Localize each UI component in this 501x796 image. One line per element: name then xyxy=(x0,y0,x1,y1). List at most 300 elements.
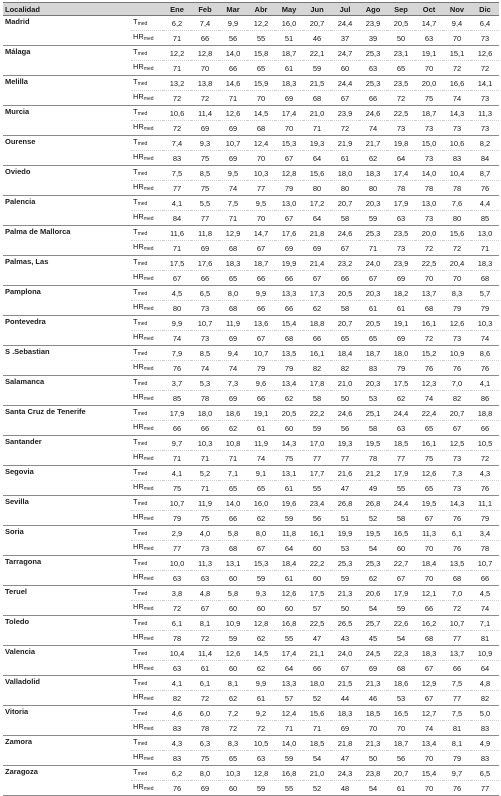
humidity-value: 72 xyxy=(471,61,499,76)
humidity-value: 72 xyxy=(443,601,471,616)
temperature-value: 9,9 xyxy=(247,676,275,691)
temperature-value: 13,1 xyxy=(219,556,247,571)
humidity-value: 75 xyxy=(415,91,443,106)
temperature-value: 13,7 xyxy=(415,286,443,301)
humidity-value: 62 xyxy=(219,421,247,436)
t-label-base: T xyxy=(133,527,138,536)
temperature-value: 14,5 xyxy=(247,646,275,661)
t-label xyxy=(131,316,163,331)
temperature-value: 4,9 xyxy=(471,736,499,751)
hr-label xyxy=(131,391,163,406)
humidity-value: 79 xyxy=(471,511,499,526)
temperature-row xyxy=(3,406,499,421)
temperature-value: 13,6 xyxy=(247,316,275,331)
temperature-value: 9,5 xyxy=(219,166,247,181)
humidity-value: 60 xyxy=(247,601,275,616)
humidity-value: 70 xyxy=(415,751,443,766)
temperature-value: 5,2 xyxy=(191,466,219,481)
temperature-value: 11,8 xyxy=(191,226,219,241)
temperature-value: 13,0 xyxy=(415,196,443,211)
hr-label-sub: med xyxy=(143,36,154,42)
temperature-value: 18,5 xyxy=(359,706,387,721)
temperature-value: 17,9 xyxy=(163,406,191,421)
temperature-value: 12,7 xyxy=(415,706,443,721)
humidity-value: 73 xyxy=(471,121,499,136)
hr-label-sub: med xyxy=(143,516,154,522)
temperature-value: 24,3 xyxy=(331,766,359,781)
humidity-value: 72 xyxy=(331,121,359,136)
humidity-value: 70 xyxy=(247,91,275,106)
humidity-value: 73 xyxy=(191,301,219,316)
temperature-value: 25,3 xyxy=(359,556,387,571)
temperature-value: 14,3 xyxy=(275,436,303,451)
hr-label-base: HR xyxy=(133,572,144,581)
temperature-value: 15,9 xyxy=(247,76,275,91)
humidity-value: 78 xyxy=(415,181,443,196)
temperature-value: 18,7 xyxy=(387,736,415,751)
temperature-value: 10,5 xyxy=(247,736,275,751)
humidity-value: 80 xyxy=(163,301,191,316)
temperature-value: 19,5 xyxy=(359,436,387,451)
humidity-value: 54 xyxy=(359,781,387,796)
humidity-value: 67 xyxy=(191,601,219,616)
temperature-row xyxy=(3,286,499,301)
hr-label xyxy=(131,481,163,496)
location-name: S .Sebastian xyxy=(3,346,131,376)
humidity-value: 82 xyxy=(303,361,331,376)
temperature-value: 16,5 xyxy=(387,706,415,721)
temperature-value: 11,9 xyxy=(219,316,247,331)
humidity-value: 61 xyxy=(331,151,359,166)
hr-label xyxy=(131,571,163,586)
temperature-value: 24,4 xyxy=(387,406,415,421)
humidity-value: 66 xyxy=(191,421,219,436)
humidity-value: 59 xyxy=(247,781,275,796)
humidity-value: 69 xyxy=(359,661,387,676)
humidity-value: 71 xyxy=(219,211,247,226)
temperature-value: 21,3 xyxy=(331,586,359,601)
hr-label xyxy=(131,721,163,736)
temperature-value: 18,5 xyxy=(303,736,331,751)
temperature-value: 18,8 xyxy=(471,406,499,421)
temperature-value: 11,9 xyxy=(191,496,219,511)
humidity-value: 75 xyxy=(415,451,443,466)
temperature-value: 22,1 xyxy=(303,46,331,61)
temperature-value: 11,9 xyxy=(247,436,275,451)
hr-label-base: HR xyxy=(133,542,144,551)
humidity-value: 67 xyxy=(331,661,359,676)
humidity-value: 58 xyxy=(331,211,359,226)
humidity-value: 63 xyxy=(247,751,275,766)
hr-label-sub: med xyxy=(143,576,154,582)
temperature-value: 13,4 xyxy=(415,736,443,751)
humidity-value: 64 xyxy=(275,661,303,676)
humidity-value: 68 xyxy=(219,301,247,316)
humidity-value: 68 xyxy=(219,541,247,556)
temperature-value: 4,4 xyxy=(471,196,499,211)
temperature-value: 12,2 xyxy=(163,46,191,61)
humidity-value: 52 xyxy=(303,781,331,796)
hr-label xyxy=(131,631,163,646)
temperature-value: 7,5 xyxy=(443,706,471,721)
temperature-value: 22,4 xyxy=(415,406,443,421)
humidity-value: 69 xyxy=(387,331,415,346)
temperature-value: 18,2 xyxy=(387,286,415,301)
humidity-value: 70 xyxy=(415,541,443,556)
t-label xyxy=(131,226,163,241)
t-label-sub: med xyxy=(137,651,148,657)
temperature-value: 18,4 xyxy=(275,556,303,571)
humidity-value: 75 xyxy=(191,151,219,166)
humidity-value: 67 xyxy=(247,241,275,256)
temperature-value: 16,0 xyxy=(247,496,275,511)
hr-label-base: HR xyxy=(133,512,144,521)
humidity-value: 67 xyxy=(275,151,303,166)
hr-label-base: HR xyxy=(133,752,144,761)
humidity-value: 82 xyxy=(443,391,471,406)
t-label-base: T xyxy=(133,677,138,686)
temperature-value: 16,2 xyxy=(415,616,443,631)
humidity-value: 66 xyxy=(415,601,443,616)
temperature-row xyxy=(3,436,499,451)
humidity-value: 59 xyxy=(219,631,247,646)
temperature-value: 16,5 xyxy=(387,526,415,541)
temperature-value: 12,6 xyxy=(275,586,303,601)
temperature-value: 21,6 xyxy=(331,466,359,481)
t-label-base: T xyxy=(133,437,138,446)
temperature-value: 23,1 xyxy=(387,46,415,61)
humidity-value: 76 xyxy=(415,361,443,376)
humidity-value: 68 xyxy=(303,91,331,106)
humidity-value: 66 xyxy=(275,271,303,286)
humidity-value: 83 xyxy=(471,751,499,766)
humidity-value: 67 xyxy=(415,511,443,526)
humidity-value: 70 xyxy=(359,721,387,736)
humidity-value: 57 xyxy=(303,601,331,616)
humidity-value: 63 xyxy=(415,31,443,46)
humidity-value: 66 xyxy=(163,421,191,436)
temperature-value: 7,6 xyxy=(443,196,471,211)
humidity-value: 69 xyxy=(275,91,303,106)
hr-label-sub: med xyxy=(143,276,154,282)
t-label xyxy=(131,16,163,31)
temperature-value: 13,2 xyxy=(163,76,191,91)
month-header: Ene xyxy=(163,3,191,16)
t-label-base: T xyxy=(133,47,138,56)
temperature-value: 20,7 xyxy=(331,316,359,331)
humidity-value: 76 xyxy=(443,781,471,796)
temperature-value: 18,3 xyxy=(359,166,387,181)
temperature-value: 15,3 xyxy=(247,556,275,571)
humidity-value: 74 xyxy=(359,121,387,136)
month-header: May xyxy=(275,3,303,16)
hr-label xyxy=(131,241,163,256)
month-header: Dic xyxy=(471,3,499,16)
humidity-value: 73 xyxy=(191,541,219,556)
temperature-value: 16,6 xyxy=(443,76,471,91)
month-header: Jul xyxy=(331,3,359,16)
temperature-value: 10,7 xyxy=(443,616,471,631)
temperature-value: 8,1 xyxy=(443,736,471,751)
temperature-value: 16,1 xyxy=(303,526,331,541)
humidity-value: 71 xyxy=(303,721,331,736)
t-label-sub: med xyxy=(137,711,148,717)
temperature-value: 13,7 xyxy=(443,646,471,661)
temperature-value: 5,3 xyxy=(191,376,219,391)
hr-label xyxy=(131,781,163,796)
humidity-value: 61 xyxy=(247,421,275,436)
humidity-value: 77 xyxy=(443,631,471,646)
temperature-value: 16,8 xyxy=(275,616,303,631)
humidity-value: 78 xyxy=(471,541,499,556)
temperature-value: 4,8 xyxy=(191,586,219,601)
temperature-value: 15,8 xyxy=(247,46,275,61)
t-label-base: T xyxy=(133,287,138,296)
temperature-value: 19,5 xyxy=(359,526,387,541)
humidity-value: 73 xyxy=(415,211,443,226)
variable-header xyxy=(131,3,163,16)
temperature-value: 13,0 xyxy=(275,196,303,211)
temperature-value: 4,3 xyxy=(471,466,499,481)
humidity-value: 73 xyxy=(387,121,415,136)
humidity-value: 71 xyxy=(163,241,191,256)
humidity-value: 75 xyxy=(191,751,219,766)
humidity-value: 60 xyxy=(331,61,359,76)
humidity-value: 66 xyxy=(275,301,303,316)
humidity-value: 74 xyxy=(471,601,499,616)
humidity-value: 72 xyxy=(163,91,191,106)
temperature-value: 18,7 xyxy=(359,346,387,361)
humidity-value: 76 xyxy=(443,361,471,376)
t-label xyxy=(131,286,163,301)
humidity-value: 60 xyxy=(275,601,303,616)
humidity-value: 56 xyxy=(219,31,247,46)
t-label xyxy=(131,436,163,451)
humidity-value: 72 xyxy=(191,91,219,106)
t-label-base: T xyxy=(133,227,138,236)
humidity-value: 76 xyxy=(471,481,499,496)
temperature-value: 12,6 xyxy=(219,646,247,661)
temperature-value: 17,5 xyxy=(387,376,415,391)
temperature-value: 15,6 xyxy=(303,166,331,181)
humidity-value: 74 xyxy=(219,361,247,376)
t-label-base: T xyxy=(133,17,138,26)
humidity-value: 80 xyxy=(303,181,331,196)
temperature-value: 8,1 xyxy=(191,616,219,631)
temperature-value: 17,4 xyxy=(275,106,303,121)
temperature-row xyxy=(3,136,499,151)
temperature-value: 21,5 xyxy=(331,676,359,691)
t-label-base: T xyxy=(133,407,138,416)
t-label-sub: med xyxy=(137,111,148,117)
humidity-value: 66 xyxy=(191,271,219,286)
hr-label-sub: med xyxy=(143,456,154,462)
humidity-value: 66 xyxy=(331,271,359,286)
humidity-value: 58 xyxy=(331,301,359,316)
location-name: Ourense xyxy=(3,136,131,166)
t-label-sub: med xyxy=(137,561,148,567)
temperature-value: 12,6 xyxy=(219,106,247,121)
humidity-value: 69 xyxy=(219,391,247,406)
temperature-value: 21,7 xyxy=(359,136,387,151)
temperature-value: 9,4 xyxy=(219,346,247,361)
humidity-value: 65 xyxy=(415,421,443,436)
humidity-value: 79 xyxy=(471,301,499,316)
humidity-value: 75 xyxy=(191,511,219,526)
t-label-sub: med xyxy=(137,291,148,297)
humidity-value: 60 xyxy=(219,661,247,676)
humidity-value: 65 xyxy=(247,481,275,496)
temperature-value: 22,5 xyxy=(387,106,415,121)
humidity-value: 62 xyxy=(359,571,387,586)
humidity-value: 65 xyxy=(359,331,387,346)
month-header: Jun xyxy=(303,3,331,16)
hr-label-sub: med xyxy=(143,306,154,312)
t-label-sub: med xyxy=(137,741,148,747)
temperature-value: 7,4 xyxy=(163,136,191,151)
temperature-value: 20,3 xyxy=(359,286,387,301)
humidity-value: 62 xyxy=(275,391,303,406)
humidity-value: 70 xyxy=(247,211,275,226)
humidity-value: 65 xyxy=(219,481,247,496)
temperature-value: 10,0 xyxy=(163,556,191,571)
temperature-value: 7,3 xyxy=(443,466,471,481)
t-label xyxy=(131,166,163,181)
humidity-value: 66 xyxy=(303,331,331,346)
humidity-value: 76 xyxy=(471,361,499,376)
hr-label-base: HR xyxy=(133,452,144,461)
hr-label-base: HR xyxy=(133,92,144,101)
humidity-value: 60 xyxy=(303,541,331,556)
temperature-value: 9,3 xyxy=(191,136,219,151)
humidity-value: 77 xyxy=(303,451,331,466)
hr-label-sub: med xyxy=(143,726,154,732)
temperature-value: 18,0 xyxy=(191,406,219,421)
t-label-base: T xyxy=(133,377,138,386)
temperature-value: 20,5 xyxy=(387,16,415,31)
temperature-value: 9,4 xyxy=(443,16,471,31)
temperature-value: 10,8 xyxy=(219,436,247,451)
location-name: Vitoria xyxy=(3,706,131,736)
t-label-base: T xyxy=(133,497,138,506)
t-label-base: T xyxy=(133,317,138,326)
hr-label-base: HR xyxy=(133,392,144,401)
humidity-value: 39 xyxy=(359,31,387,46)
humidity-value: 56 xyxy=(303,511,331,526)
hr-label-sub: med xyxy=(143,96,154,102)
t-label xyxy=(131,466,163,481)
temperature-value: 11,3 xyxy=(415,526,443,541)
t-label-sub: med xyxy=(137,591,148,597)
humidity-value: 77 xyxy=(331,451,359,466)
temperature-value: 4,1 xyxy=(163,466,191,481)
humidity-value: 72 xyxy=(415,331,443,346)
location-name: Pontevedra xyxy=(3,316,131,346)
temperature-value: 4,5 xyxy=(471,586,499,601)
humidity-value: 73 xyxy=(443,481,471,496)
temperature-value: 20,3 xyxy=(359,196,387,211)
temperature-value: 22,2 xyxy=(303,556,331,571)
temperature-value: 18,7 xyxy=(275,46,303,61)
humidity-value: 67 xyxy=(415,691,443,706)
temperature-value: 24,7 xyxy=(331,46,359,61)
humidity-value: 71 xyxy=(471,241,499,256)
humidity-value: 72 xyxy=(387,91,415,106)
temperature-value: 14,6 xyxy=(219,76,247,91)
t-label-base: T xyxy=(133,707,138,716)
humidity-value: 73 xyxy=(443,121,471,136)
temperature-value: 15,2 xyxy=(415,346,443,361)
humidity-value: 63 xyxy=(359,61,387,76)
t-label xyxy=(131,76,163,91)
temperature-value: 15,6 xyxy=(443,226,471,241)
humidity-value: 80 xyxy=(359,181,387,196)
t-label-sub: med xyxy=(137,621,148,627)
temperature-row xyxy=(3,736,499,751)
humidity-value: 75 xyxy=(275,451,303,466)
humidity-value: 54 xyxy=(387,631,415,646)
hr-label xyxy=(131,421,163,436)
temperature-value: 24,4 xyxy=(387,496,415,511)
temperature-value: 18,3 xyxy=(219,256,247,271)
temperature-value: 13,3 xyxy=(275,676,303,691)
temperature-value: 19,3 xyxy=(303,136,331,151)
location-name: Zamora xyxy=(3,736,131,766)
temperature-value: 21,9 xyxy=(331,136,359,151)
humidity-value: 76 xyxy=(163,361,191,376)
humidity-value: 67 xyxy=(163,271,191,286)
temperature-value: 4,1 xyxy=(163,196,191,211)
humidity-value: 61 xyxy=(387,781,415,796)
hr-label-base: HR xyxy=(133,62,144,71)
t-label-base: T xyxy=(133,587,138,596)
temperature-value: 23,5 xyxy=(387,226,415,241)
humidity-value: 59 xyxy=(387,601,415,616)
t-label xyxy=(131,256,163,271)
temperature-value: 16,1 xyxy=(415,436,443,451)
humidity-value: 66 xyxy=(303,661,331,676)
humidity-value: 74 xyxy=(471,331,499,346)
humidity-value: 74 xyxy=(247,451,275,466)
hr-label xyxy=(131,181,163,196)
temperature-value: 5,7 xyxy=(471,286,499,301)
temperature-value: 9,9 xyxy=(163,316,191,331)
humidity-value: 59 xyxy=(303,421,331,436)
location-name: Sevilla xyxy=(3,496,131,526)
hr-label-sub: med xyxy=(143,786,154,792)
humidity-value: 70 xyxy=(443,271,471,286)
temperature-value: 12,9 xyxy=(415,676,443,691)
temperature-value: 13,3 xyxy=(275,286,303,301)
humidity-value: 67 xyxy=(303,271,331,286)
hr-label xyxy=(131,91,163,106)
humidity-value: 67 xyxy=(247,541,275,556)
humidity-value: 70 xyxy=(387,721,415,736)
temperature-value: 5,8 xyxy=(219,586,247,601)
temperature-value: 18,3 xyxy=(275,76,303,91)
humidity-value: 77 xyxy=(163,541,191,556)
temperature-value: 12,3 xyxy=(415,376,443,391)
month-header: Nov xyxy=(443,3,471,16)
hr-label-sub: med xyxy=(143,426,154,432)
temperature-value: 7,5 xyxy=(443,676,471,691)
humidity-value: 84 xyxy=(471,151,499,166)
humidity-value: 65 xyxy=(247,61,275,76)
temperature-value: 25,1 xyxy=(359,406,387,421)
temperature-value: 11,3 xyxy=(191,556,219,571)
humidity-value: 59 xyxy=(247,571,275,586)
humidity-value: 82 xyxy=(471,691,499,706)
